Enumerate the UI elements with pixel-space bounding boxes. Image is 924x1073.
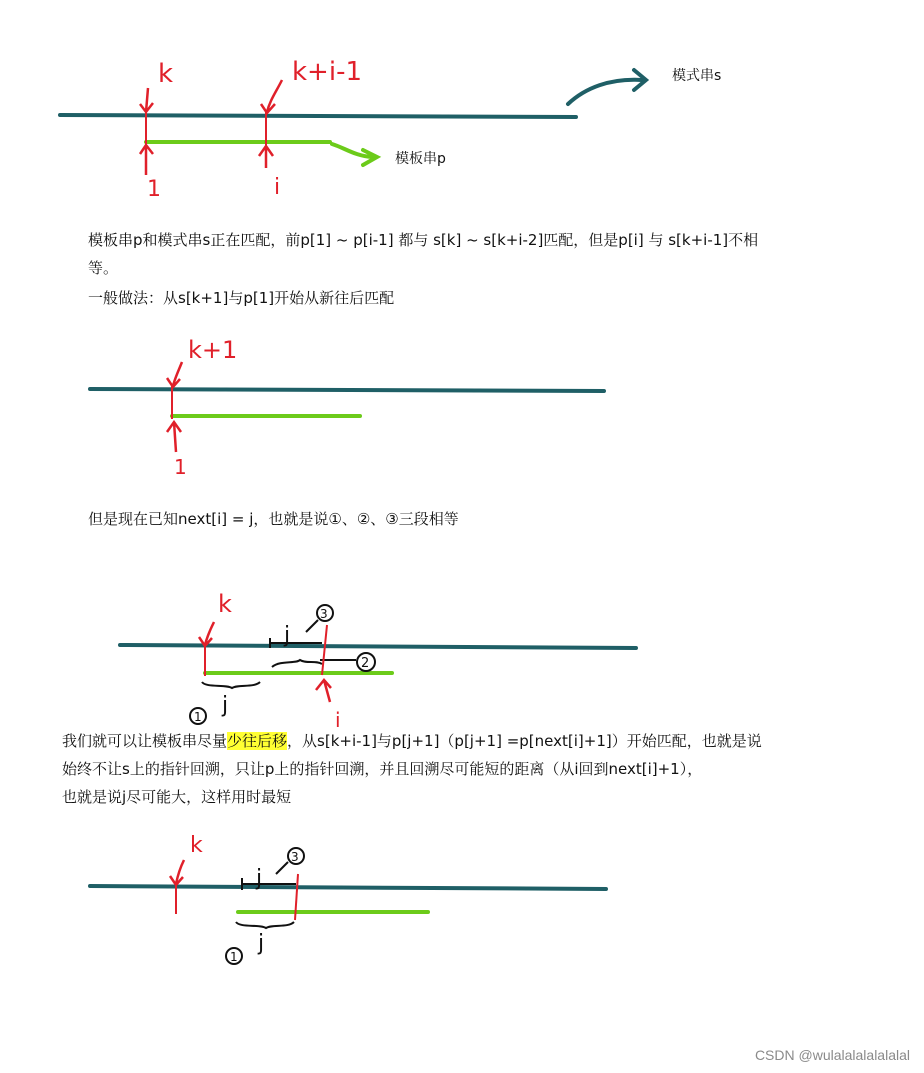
paragraph-3-line-3: 也就是说j尽可能大，这样用时最短: [62, 788, 292, 806]
mark-k: k: [158, 59, 174, 89]
mark-1: 1: [230, 950, 238, 964]
k-down-arrow: [170, 860, 184, 885]
text-string-s-line: [90, 886, 606, 889]
label-text-string-s: 模式串s: [672, 68, 722, 84]
mark-3: 3: [291, 850, 299, 864]
mark-i: i: [335, 708, 341, 732]
paragraph-3-line-1-a: 我们就可以让模板串尽量: [62, 732, 228, 750]
segment-1-brace: [236, 922, 294, 928]
paragraph-1-line-2: 等。: [88, 259, 119, 277]
mark-k-plus-i-minus-1: k+i-1: [292, 57, 362, 87]
paragraph-1-line-1: 模板串p和模式串s正在匹配，前p[1] ~ p[i-1] 都与 s[k] ~ s[k+i-2]匹配，但是p[i] 与 s[k+i-1]不相: [88, 231, 759, 249]
mark-k-plus-1: k+1: [188, 336, 238, 364]
mark-k: k: [190, 833, 203, 858]
mark-3: 3: [320, 607, 328, 621]
mark-1: 1: [147, 177, 161, 202]
mark-2: 2: [361, 656, 370, 671]
mark-1: 1: [174, 455, 187, 479]
mark-j-bottom: j: [258, 931, 265, 956]
mark-j-top: j: [256, 866, 263, 891]
paragraph-1-line-3: 一般做法：从s[k+1]与p[1]开始从新往后匹配: [88, 289, 395, 307]
mark-j-bottom: j: [222, 693, 229, 718]
mark-j-top: j: [284, 623, 291, 648]
paragraph-3-line-2: 始终不让s上的指针回溯，只让p上的指针回溯，并且回溯尽可能短的距离（从i回到next[i]+1），: [62, 760, 703, 778]
paragraph-3-line-1-b: ，从s[k+i-1]与p[j+1]（p[j+1] =p[next[i]+1]）开始匹配，也就是说: [287, 732, 762, 750]
segment-3-leader: [276, 862, 288, 874]
highlighted-text: 少往后移: [227, 732, 288, 750]
csdn-watermark: CSDN @wulalalalalalalal: [754, 1047, 910, 1063]
mark-i: i: [274, 175, 281, 200]
mark-1: 1: [194, 710, 202, 724]
label-pattern-string-p: 模板串p: [395, 151, 446, 167]
paragraph-2-line-1: 但是现在已知next[i] = j，也就是说①、②、③三段相等: [88, 510, 459, 528]
mark-k: k: [218, 590, 232, 618]
